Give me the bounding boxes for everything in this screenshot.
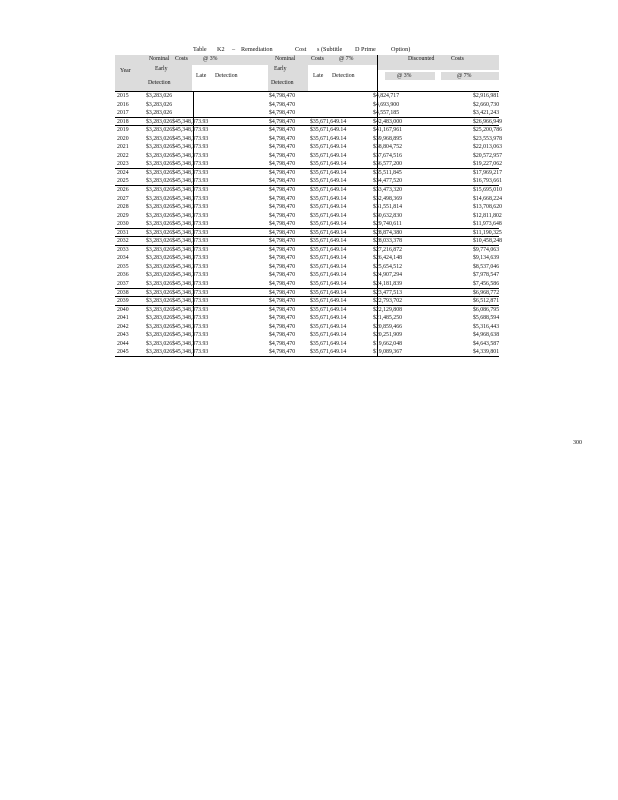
caption-table-number: K2: [217, 46, 225, 53]
discounted-7-cell: $9,134,639: [473, 255, 500, 262]
table-caption: [193, 45, 513, 54]
late-7-cell: $35,671,649.14: [310, 127, 347, 134]
late-7-cell: $35,671,649.14: [310, 306, 347, 313]
table-row: 2018 $3,283,026$45,348,373.93 $4,798,470 $35,671,649.14 $42,483,000 $26,966,949: [117, 118, 502, 125]
nominal-3-cell: $3,283,026$45,348,373.93: [146, 332, 209, 339]
nominal-3-cell: $3,283,026$45,348,373.93: [146, 221, 209, 228]
discounted-3-cell: $21,485,250: [373, 315, 402, 322]
nominal-3-cell: $3,283,026$45,348,373.93: [146, 315, 209, 322]
nominal-3-cell: $3,283,026$45,348,373.93: [146, 323, 209, 330]
nominal-3-cell: $3,283,026$45,348,373.93: [146, 178, 209, 185]
year-cell: 2037: [117, 281, 129, 288]
discounted-3-cell: $22,793,702: [373, 298, 402, 305]
discounted-7-cell: $2,916,981: [473, 93, 500, 99]
late-7-cell: $35,671,649.14: [310, 340, 347, 347]
caption-d-prime: D Prime: [355, 46, 376, 53]
header-shade-top: [115, 55, 499, 65]
discounted-7-cell: $26,966,949: [473, 118, 502, 125]
late-7-cell: $35,671,649.14: [310, 204, 347, 211]
late-7-cell: $35,671,649.14: [310, 349, 347, 356]
header-early-detection-7: Detection: [271, 80, 294, 86]
discounted-7-cell: $15,695,010: [473, 187, 502, 194]
discounted-3-cell: $19,662,048: [373, 340, 402, 347]
late-7-cell: $35,671,649.14: [310, 281, 347, 288]
late-7-cell: $35,671,649.14: [310, 118, 347, 125]
table-row: 2015 $3,283,026 $4,798,470 $4,824,717 $2,916,981: [117, 93, 500, 99]
year-cell: 2022: [117, 152, 129, 159]
year-cell: 2018: [117, 118, 129, 125]
nominal-3-cell: $3,283,026$45,348,373.93: [146, 204, 209, 211]
nominal-3-cell: $3,283,026$45,348,373.93: [146, 135, 209, 142]
table-row: 2020 $3,283,026$45,348,373.93 $4,798,470 $35,671,649.14 $39,968,895 $23,553,978: [117, 135, 502, 142]
nominal-3-cell: $3,283,026$45,348,373.93: [146, 212, 209, 219]
header-disc-7: @ 7%: [457, 73, 472, 79]
header-discounted: Discounted: [408, 56, 435, 62]
discounted-3-cell: $24,181,839: [373, 281, 402, 288]
table-row: 2023 $3,283,026$45,348,373.93 $4,798,470 $35,671,649.14 $36,577,200 $19,227,062: [117, 161, 502, 168]
year-cell: 2029: [117, 212, 129, 219]
table-row: 2028 $3,283,026$45,348,373.93 $4,798,470 $35,671,649.14 $31,551,814 $13,708,620: [117, 204, 502, 211]
discounted-3-cell: $35,511,845: [373, 169, 402, 176]
year-cell: 2024: [117, 169, 129, 176]
nominal-3-cell: $3,283,026$45,348,373.93: [146, 306, 209, 313]
discounted-3-cell: $41,167,961: [373, 127, 402, 134]
discounted-7-cell: $12,811,802: [473, 212, 502, 219]
header-nominal-7: Nominal: [275, 56, 296, 62]
discounted-7-cell: $3,421,243: [473, 110, 500, 117]
late-7-cell: $35,671,649.14: [310, 272, 347, 279]
year-cell: 2038: [117, 289, 129, 296]
discounted-3-cell: $42,483,000: [373, 118, 402, 125]
nominal-3-cell: $3,283,026$45,348,373.93: [146, 272, 209, 279]
discounted-7-cell: $6,512,871: [473, 298, 500, 305]
header-costs-7: Costs: [311, 56, 324, 62]
nominal-3-cell: $3,283,026$45,348,373.93: [146, 340, 209, 347]
header-early-detection-3: Detection: [148, 80, 171, 86]
discounted-7-cell: $5,688,594: [473, 315, 500, 322]
late-7-cell: $35,671,649.14: [310, 195, 347, 202]
discounted-3-cell: $36,577,200: [373, 161, 402, 168]
caption-subtitle: s (Subtitle: [317, 46, 343, 53]
discounted-7-cell: $19,227,062: [473, 161, 502, 168]
year-cell: 2030: [117, 221, 129, 228]
discounted-3-cell: $19,089,367: [373, 349, 402, 356]
header-disc-3: @ 3%: [397, 73, 412, 79]
nominal-3-cell: $3,283,026$45,348,373.93: [146, 246, 209, 253]
discounted-7-cell: $16,793,661: [473, 178, 502, 185]
table-row: 2042 $3,283,026$45,348,373.93 $4,798,470 $35,671,649.14 $20,859,466 $5,316,443: [117, 323, 500, 330]
nominal-3-cell: $3,283,026$45,348,373.93: [146, 289, 209, 296]
discounted-7-cell: $8,537,046: [473, 263, 500, 270]
discounted-7-cell: $10,458,248: [473, 238, 502, 245]
discounted-3-cell: $4,557,185: [373, 110, 400, 117]
table-row: 2025 $3,283,026$45,348,373.93 $4,798,470 $35,671,649.14 $34,477,520 $16,793,661: [117, 178, 502, 185]
late-7-cell: $35,671,649.14: [310, 246, 347, 253]
late-7-cell: $35,671,649.14: [310, 169, 347, 176]
nominal-3-cell: $3,283,026$45,348,373.93: [146, 238, 209, 245]
nominal-3-cell: $3,283,026$45,348,373.93: [146, 118, 209, 125]
discounted-7-cell: $7,978,547: [473, 272, 500, 279]
discounted-3-cell: $37,674,516: [373, 152, 402, 159]
year-cell: 2033: [117, 246, 129, 253]
discounted-3-cell: $27,216,872: [373, 246, 402, 253]
year-cell: 2043: [117, 332, 129, 339]
discounted-3-cell: $30,632,830: [373, 212, 402, 219]
page-number: 300: [573, 440, 582, 446]
discounted-3-cell: $20,251,909: [373, 332, 402, 339]
table-row: 2032 $3,283,026$45,348,373.93 $4,798,470 $35,671,649.14 $28,033,378 $10,458,248: [117, 238, 502, 245]
discounted-3-cell: $25,654,512: [373, 263, 402, 270]
discounted-3-cell: $23,477,513: [373, 289, 402, 296]
year-cell: 2017: [117, 110, 129, 117]
late-7-cell: $35,671,649.14: [310, 161, 347, 168]
year-cell: 2040: [117, 306, 129, 313]
header-early-7: Early: [274, 66, 287, 72]
discounted-3-cell: $22,129,808: [373, 306, 402, 313]
header-costs-disc: Costs: [451, 56, 464, 62]
table-row: 2031 $3,283,026$45,348,373.93 $4,798,470 $35,671,649.14 $28,874,380 $11,190,325: [117, 229, 502, 236]
late-7-cell: $35,671,649.14: [310, 135, 347, 142]
discounted-3-cell: $31,551,814: [373, 204, 402, 211]
late-7-cell: $35,671,649.14: [310, 315, 347, 322]
table-row: 2021 $3,283,026$45,348,373.93 $4,798,470 $35,671,649.14 $38,804,752 $22,013,063: [117, 144, 502, 151]
year-cell: 2027: [117, 195, 129, 202]
nominal-3-cell: $3,283,026: [146, 101, 173, 108]
discounted-7-cell: $7,456,586: [473, 281, 500, 288]
nominal-3-cell: $3,283,026: [146, 93, 173, 99]
year-cell: 2032: [117, 238, 129, 245]
late-7-cell: $35,671,649.14: [310, 289, 347, 296]
discounted-7-cell: $11,973,648: [473, 221, 502, 228]
table-row: 2041 $3,283,026$45,348,373.93 $4,798,470 $35,671,649.14 $21,485,250 $5,688,594: [117, 315, 500, 322]
discounted-3-cell: $26,424,148: [373, 255, 402, 262]
header-early-3: Early: [155, 66, 168, 72]
year-cell: 2015: [117, 93, 129, 99]
year-cell: 2026: [117, 187, 129, 194]
nominal-3-cell: $3,283,026$45,348,373.93: [146, 263, 209, 270]
header-late-3: Late: [196, 73, 207, 79]
year-cell: 2039: [117, 298, 129, 305]
year-cell: 2025: [117, 178, 129, 185]
nominal-3-cell: $3,283,026$45,348,373.93: [146, 281, 209, 288]
table-row: 2022 $3,283,026$45,348,373.93 $4,798,470 $35,671,649.14 $37,674,516 $20,572,957: [117, 152, 502, 159]
header-late-detection-3: Detection: [215, 73, 238, 79]
late-7-cell: $35,671,649.14: [310, 212, 347, 219]
header-at-3: @ 3%: [203, 56, 218, 62]
nominal-3-cell: $3,283,026$45,348,373.93: [146, 152, 209, 159]
table-row: 2039 $3,283,026$45,348,373.93 $4,798,470 $35,671,649.14 $22,793,702 $6,512,871: [117, 298, 500, 305]
discounted-3-cell: $24,907,294: [373, 272, 402, 279]
year-cell: 2020: [117, 135, 129, 142]
year-cell: 2035: [117, 263, 129, 270]
table-row: 2037 $3,283,026$45,348,373.93 $4,798,470 $35,671,649.14 $24,181,839 $7,456,586: [117, 281, 500, 288]
discounted-3-cell: $39,968,895: [373, 135, 402, 142]
discounted-3-cell: $4,693,900: [373, 101, 400, 108]
year-cell: 2042: [117, 323, 129, 330]
discounted-7-cell: $4,968,638: [473, 332, 500, 339]
table-row: 2034 $3,283,026$45,348,373.93 $4,798,470 $35,671,649.14 $26,424,148 $9,134,639: [117, 255, 500, 262]
header-shade-disc: [377, 65, 499, 70]
table-row: 2033 $3,283,026$45,348,373.93 $4,798,470 $35,671,649.14 $27,216,872 $9,774,063: [117, 246, 500, 253]
late-7-cell: $35,671,649.14: [310, 255, 347, 262]
year-cell: 2031: [117, 229, 129, 236]
year-cell: 2036: [117, 272, 129, 279]
nominal-3-cell: $3,283,026$45,348,373.93: [146, 255, 209, 262]
late-7-cell: $35,671,649.14: [310, 187, 347, 194]
header-shade-early3: [144, 65, 192, 91]
late-7-cell: $35,671,649.14: [310, 323, 347, 330]
discounted-7-cell: $23,553,978: [473, 135, 502, 142]
caption-option: Option): [391, 46, 411, 53]
year-cell: 2028: [117, 204, 129, 211]
late-7-cell: $35,671,649.14: [310, 332, 347, 339]
discounted-3-cell: $29,740,611: [373, 221, 402, 228]
nominal-3-cell: $3,283,026$45,348,373.93: [146, 144, 209, 151]
table-row: 2019 $3,283,026$45,348,373.93 $4,798,470 $35,671,649.14 $41,167,961 $25,200,786: [117, 127, 502, 134]
table-row: 2040 $3,283,026$45,348,373.93 $4,798,470 $35,671,649.14 $22,129,808 $6,086,795: [117, 306, 500, 313]
year-cell: 2016: [117, 101, 129, 108]
discounted-7-cell: $13,708,620: [473, 204, 502, 211]
discounted-7-cell: $9,774,063: [473, 246, 500, 253]
table-header: [115, 55, 499, 92]
discounted-7-cell: $4,643,587: [473, 340, 500, 347]
year-cell: 2045: [117, 349, 129, 356]
discounted-3-cell: $20,859,466: [373, 323, 402, 330]
discounted-3-cell: $32,498,369: [373, 195, 402, 202]
header-at-7: @ 7%: [339, 56, 354, 62]
header-late-detection-7: Detection: [332, 73, 355, 79]
discounted-7-cell: $2,660,730: [473, 101, 500, 108]
table-row: 2045 $3,283,026$45,348,373.93 $4,798,470 $35,671,649.14 $19,089,367 $4,339,801: [117, 349, 500, 356]
header-gap: [193, 67, 194, 91]
table-row: 2044 $3,283,026$45,348,373.93 $4,798,470 $35,671,649.14 $19,662,048 $4,643,587: [117, 340, 500, 347]
header-nominal-3: Nominal: [149, 56, 170, 62]
late-7-cell: $35,671,649.14: [310, 263, 347, 270]
discounted-3-cell: $38,804,752: [373, 144, 402, 151]
header-costs-3: Costs: [175, 56, 188, 62]
discounted-7-cell: $6,968,772: [473, 289, 500, 296]
discounted-7-cell: $14,668,224: [473, 195, 502, 202]
table-row: 2038 $3,283,026$45,348,373.93 $4,798,470 $35,671,649.14 $23,477,513 $6,968,772: [117, 289, 500, 296]
nominal-3-cell: $3,283,026$45,348,373.93: [146, 127, 209, 134]
late-7-cell: $35,671,649.14: [310, 221, 347, 228]
nominal-3-cell: $3,283,026$45,348,373.93: [146, 161, 209, 168]
table-row: 2029 $3,283,026$45,348,373.93 $4,798,470 $35,671,649.14 $30,632,830 $12,811,802: [117, 212, 502, 219]
discounted-3-cell: $33,473,320: [373, 187, 402, 194]
table-row: 2043 $3,283,026$45,348,373.93 $4,798,470 $35,671,649.14 $20,251,909 $4,968,638: [117, 332, 500, 339]
late-7-cell: $35,671,649.14: [310, 144, 347, 151]
year-cell: 2041: [117, 315, 129, 322]
table-row: 2017 $3,283,026 $4,798,470 $4,557,185 $3,421,243: [117, 110, 500, 117]
late-7-cell: $35,671,649.14: [310, 178, 347, 185]
caption-dash: –: [232, 46, 236, 53]
discounted-7-cell: $11,190,325: [473, 229, 502, 236]
table-row: 2027 $3,283,026$45,348,373.93 $4,798,470 $35,671,649.14 $32,498,369 $14,668,224: [117, 195, 502, 202]
table-row: 2030 $3,283,026$45,348,373.93 $4,798,470 $35,671,649.14 $29,740,611 $11,973,648: [117, 221, 502, 228]
caption-remediation: Remediation: [241, 46, 273, 53]
discounted-7-cell: $5,316,443: [473, 323, 500, 330]
nominal-3-cell: $3,283,026$45,348,373.93: [146, 187, 209, 194]
discounted-7-cell: $25,200,786: [473, 127, 502, 134]
nominal-3-cell: $3,283,026$45,348,373.93: [146, 298, 209, 305]
discounted-7-cell: $4,339,801: [473, 349, 500, 356]
table-row: 2026 $3,283,026$45,348,373.93 $4,798,470 $35,671,649.14 $33,473,320 $15,695,010: [117, 187, 502, 194]
table-row: 2036 $3,283,026$45,348,373.93 $4,798,470 $35,671,649.14 $24,907,294 $7,978,547: [117, 272, 500, 279]
table-row: 2016 $3,283,026 $4,798,470 $4,693,900 $2,660,730: [117, 101, 500, 108]
nominal-3-cell: $3,283,026$45,348,373.93: [146, 169, 209, 176]
late-7-cell: $35,671,649.14: [310, 152, 347, 159]
remediation-costs-table: [115, 55, 502, 357]
nominal-3-cell: $3,283,026: [146, 110, 173, 117]
year-cell: 2034: [117, 255, 129, 262]
year-cell: 2044: [117, 340, 129, 347]
year-cell: 2021: [117, 144, 129, 151]
discounted-7-cell: $17,969,217: [473, 169, 502, 176]
year-cell: 2019: [117, 127, 129, 134]
late-7-cell: $35,671,649.14: [310, 298, 347, 305]
caption-cost: Cost: [295, 46, 307, 53]
discounted-7-cell: $20,572,957: [473, 152, 502, 159]
discounted-3-cell: $34,477,520: [373, 178, 402, 185]
table-row: 2024 $3,283,026$45,348,373.93 $4,798,470 $35,671,649.14 $35,511,845 $17,969,217: [117, 169, 502, 176]
header-year: Year: [120, 68, 131, 74]
discounted-7-cell: $22,013,063: [473, 144, 502, 151]
discounted-7-cell: $6,086,795: [473, 306, 500, 313]
late-7-cell: $35,671,649.14: [310, 238, 347, 245]
caption-table-label: Table: [193, 46, 207, 53]
late-7-cell: $35,671,649.14: [310, 229, 347, 236]
discounted-3-cell: $28,874,380: [373, 229, 402, 236]
table-body: [115, 92, 502, 357]
discounted-3-cell: $4,824,717: [373, 93, 400, 99]
nominal-3-cell: $3,283,026$45,348,373.93: [146, 349, 209, 356]
nominal-3-cell: $3,283,026$45,348,373.93: [146, 195, 209, 202]
nominal-3-cell: $3,283,026$45,348,373.93: [146, 229, 209, 236]
year-cell: 2023: [117, 161, 129, 168]
table-row: 2035 $3,283,026$45,348,373.93 $4,798,470 $35,671,649.14 $25,654,512 $8,537,046: [117, 263, 500, 270]
header-late-7: Late: [313, 73, 324, 79]
discounted-3-cell: $28,033,378: [373, 238, 402, 245]
